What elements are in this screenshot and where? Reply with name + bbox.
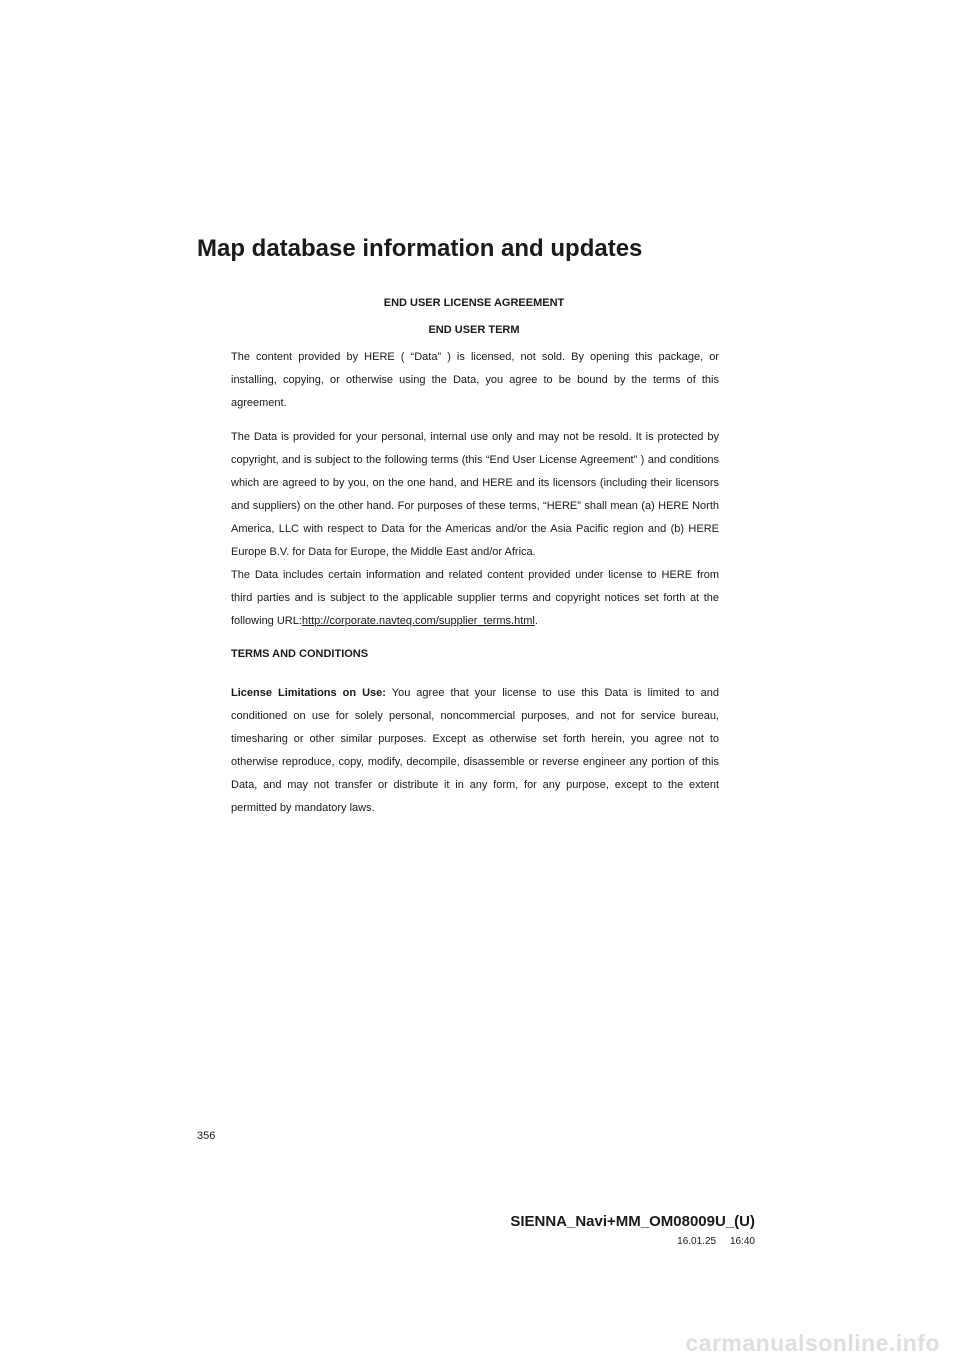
watermark: carmanualsonline.info	[685, 1330, 940, 1356]
supplier-terms-text: The Data includes certain information and related content provided under license to HERE from third parties and is subject to the applicable supplier terms and copyright notices set forth at the following URL:	[231, 569, 719, 627]
license-limitations-text: You agree that your license to use this Data is limited to and conditioned on use for solely personal, noncommercial purposes, and not for service bureau, timesharing or other similar purposes. Except as otherwise set forth herein, you agree not to otherwise reproduce, copy, modify, decompile, disassemble or reverse engineer any portion of this Data, and may not transfer or distribute it in any form, for any purpose, except to the extent permitted by mandatory laws.	[231, 687, 719, 814]
page-title: Map database information and updates	[197, 235, 643, 262]
supplier-terms-paragraph	[231, 564, 719, 633]
license-limitations-label: License Limitations on Use:	[231, 687, 386, 699]
agreement-heading: END USER LICENSE AGREEMENT	[383, 297, 565, 309]
supplier-terms-link[interactable]: http://corporate.navteq.com/supplier_terms.html	[301, 615, 535, 627]
intro-paragraph: The content provided by HERE ( “Data” ) is licensed, not sold. By opening this package, or installing, copying, or otherwise using the Data, you agree to be bound by the terms of this agreement.	[231, 351, 719, 409]
terms-conditions-heading: TERMS AND CONDITIONS	[231, 648, 369, 660]
supplier-terms-period: .	[534, 615, 538, 627]
license-limitations-paragraph	[231, 682, 719, 820]
page-number: 356	[197, 1130, 216, 1142]
footer-doc-code: SIENNA_Navi+MM_OM08009U_(U)	[510, 1213, 755, 1230]
data-use-paragraph: The Data is provided for your personal, internal use only and may not be resold. It is protected by copyright, and is subject to the following terms (this “End User License Agreement” ) and conditions which are agreed to by you, on the one hand, and HERE and its licensors (including their licensors and suppliers) on the other hand. For purposes of these terms, “HERE” shall mean (a) HERE North America, LLC with respect to Data for the Americas and/or the Asia Pacific region and (b) HERE Europe B.V. for Data for Europe, the Middle East and/or Africa.	[231, 431, 719, 558]
term-heading: END USER TERM	[428, 324, 520, 336]
footer-date-time: 16.01.25 16:40	[677, 1236, 755, 1247]
